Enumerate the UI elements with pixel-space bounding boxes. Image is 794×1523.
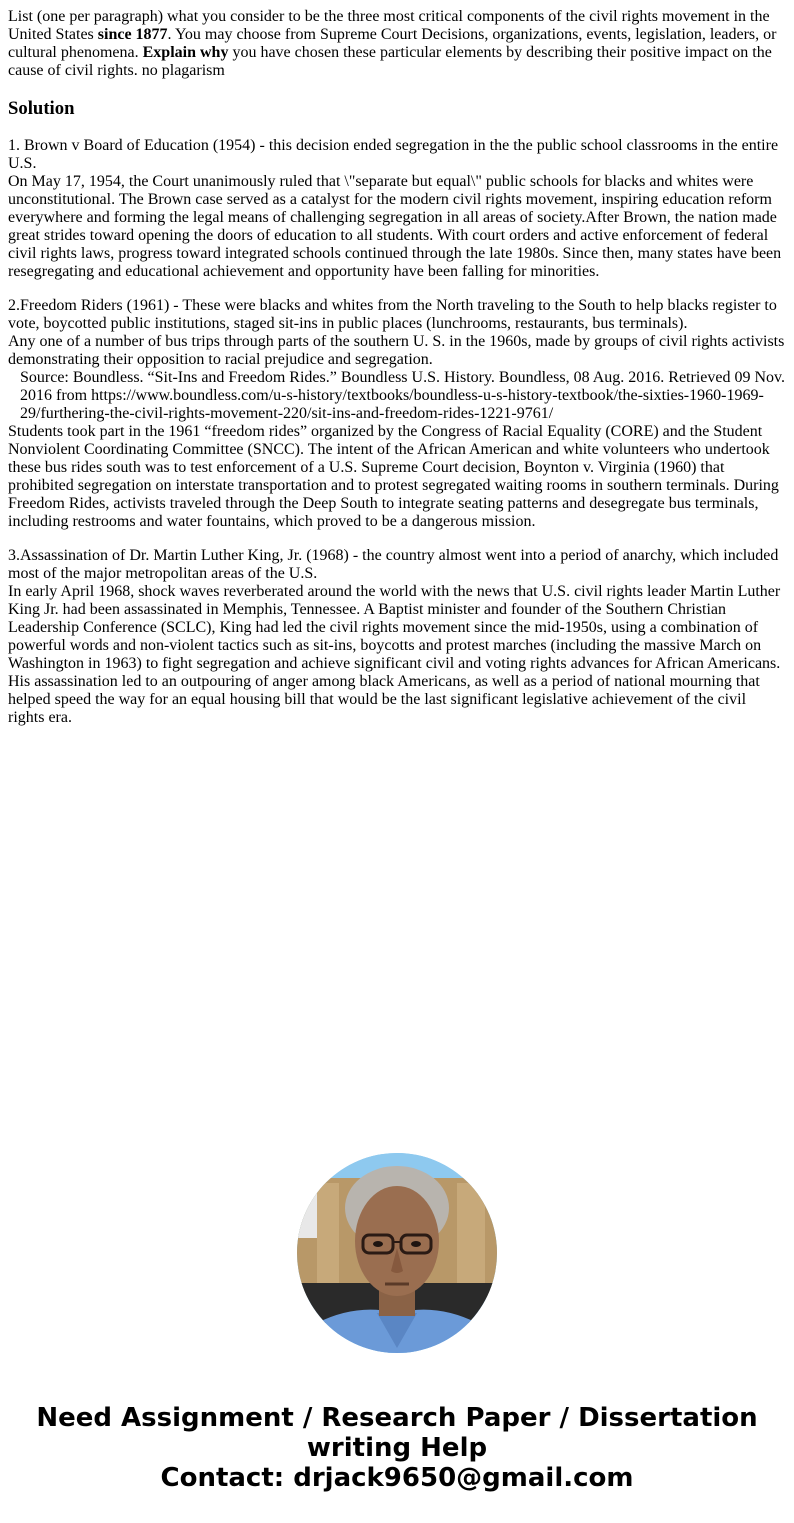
solution-item-body-2: Students took part in the 1961 “freedom rides” organized by the Congress of Racial Equality (CORE) and the Student Nonviolent Coordinating Committee (SNCC). The intent of the African American and white volunteers who undertook these bus rides south was to test enforcement of a U.S. Supreme Court decision, Boynton v. Virginia (1960) that prohibited segregation on interstate transportation and to protest segregated waiting rooms in southern terminals. During Freedom Rides, activists traveled through the Deep South to integrate seating patterns and desegregate bus terminals, including restrooms and water fountains, which proved to be a dangerous mission. (8, 423, 779, 530)
solution-item-title: 2.Freedom Riders (1961) - These were blacks and whites from the North traveling to the South to help blacks register to vote, boycotted public institutions, staged sit-ins in public places (lunchrooms, restaurants, bus terminals). (8, 297, 777, 332)
solution-item-body: Any one of a number of bus trips through parts of the southern U. S. in the 1960s, made by groups of civil rights activists demonstrating their opposition to racial prejudice and segregation. (8, 333, 785, 368)
avatar (297, 1153, 497, 1353)
question-paragraph (8, 8, 786, 80)
solution-heading: Solution (8, 98, 75, 119)
question-text-2: . You may choose from Supreme Court Decisions, organizations, events, legislation, leaders, or cultural phenomena. (8, 26, 777, 61)
contact-banner (0, 1403, 794, 1493)
banner-line-1: Need Assignment / Research Paper / Dissertation (36, 1403, 758, 1433)
document-body (8, 8, 786, 743)
solution-item-body: In early April 1968, shock waves reverberated around the world with the news that U.S. civil rights leader Martin Luther King Jr. had been assassinated in Memphis, Tennessee. A Baptist minister and founder of the Southern Christian Leadership Conference (SCLC), King had led the civil rights movement since the mid-1950s, using a combination of powerful words and non-violent tactics such as sit-ins, boycotts and protest marches (including the massive March on Washington in 1963) to fight segregation and achieve significant civil and voting rights advances for African Americans. His assassination led to an outpouring of anger among black Americans, as well as a period of national mourning that helped speed the way for an equal housing bill that would be the last significant legislative achievement of the civil rights era. (8, 583, 781, 726)
question-emphasis-since: since 1877 (97, 26, 168, 43)
solution-item-title: 3.Assassination of Dr. Martin Luther King, Jr. (1968) - the country almost went into a period of anarchy, which included most of the major metropolitan areas of the U.S. (8, 547, 779, 582)
question-text-1: List (one per paragraph) what you consider to be the three most critical components of the civil rights movement in the United States (8, 8, 770, 43)
banner-line-2: writing Help (306, 1433, 488, 1463)
solution-item-body: On May 17, 1954, the Court unanimously ruled that \"separate but equal\" public schools for blacks and whites were unconstitutional. The Brown case served as a catalyst for the modern civil rights movement, inspiring education reform everywhere and forming the legal means of challenging segregation in all areas of society.After Brown, the nation made great strides toward opening the doors of education to all students. With court orders and active enforcement of federal civil rights laws, progress toward integrated schools continued through the late 1980s. Since then, many states have been resegregating and educational achievement and opportunity have been falling for minorities. (8, 173, 782, 280)
contact-email: Contact: drjack9650@gmail.com (160, 1463, 634, 1493)
question-emphasis-explain: Explain why (142, 44, 229, 61)
solution-item-1 (8, 137, 786, 281)
question-text-3: you have chosen these particular elements by describing their positive impact on the cause of civil rights. no plagarism (8, 44, 772, 79)
solution-item-3 (8, 547, 786, 727)
solution-item-2 (8, 297, 786, 531)
source-citation: Source: Boundless. “Sit-Ins and Freedom Rides.” Boundless U.S. History. Boundless, 08 Aug. 2016. Retrieved 09 Nov. 2016 from https://www.boundless.com/u-s-history/textbooks/boundless-u-s-history-textbook/the-sixties-1960-1969-29/furthering-the-civil-rights-movement-220/sit-ins-and-freedom-rides-1221-9761/ (20, 369, 785, 422)
portrait-illustration (297, 1153, 497, 1353)
solution-item-title: 1. Brown v Board of Education (1954) - this decision ended segregation in the the public school classrooms in the entire U.S. (8, 137, 779, 172)
